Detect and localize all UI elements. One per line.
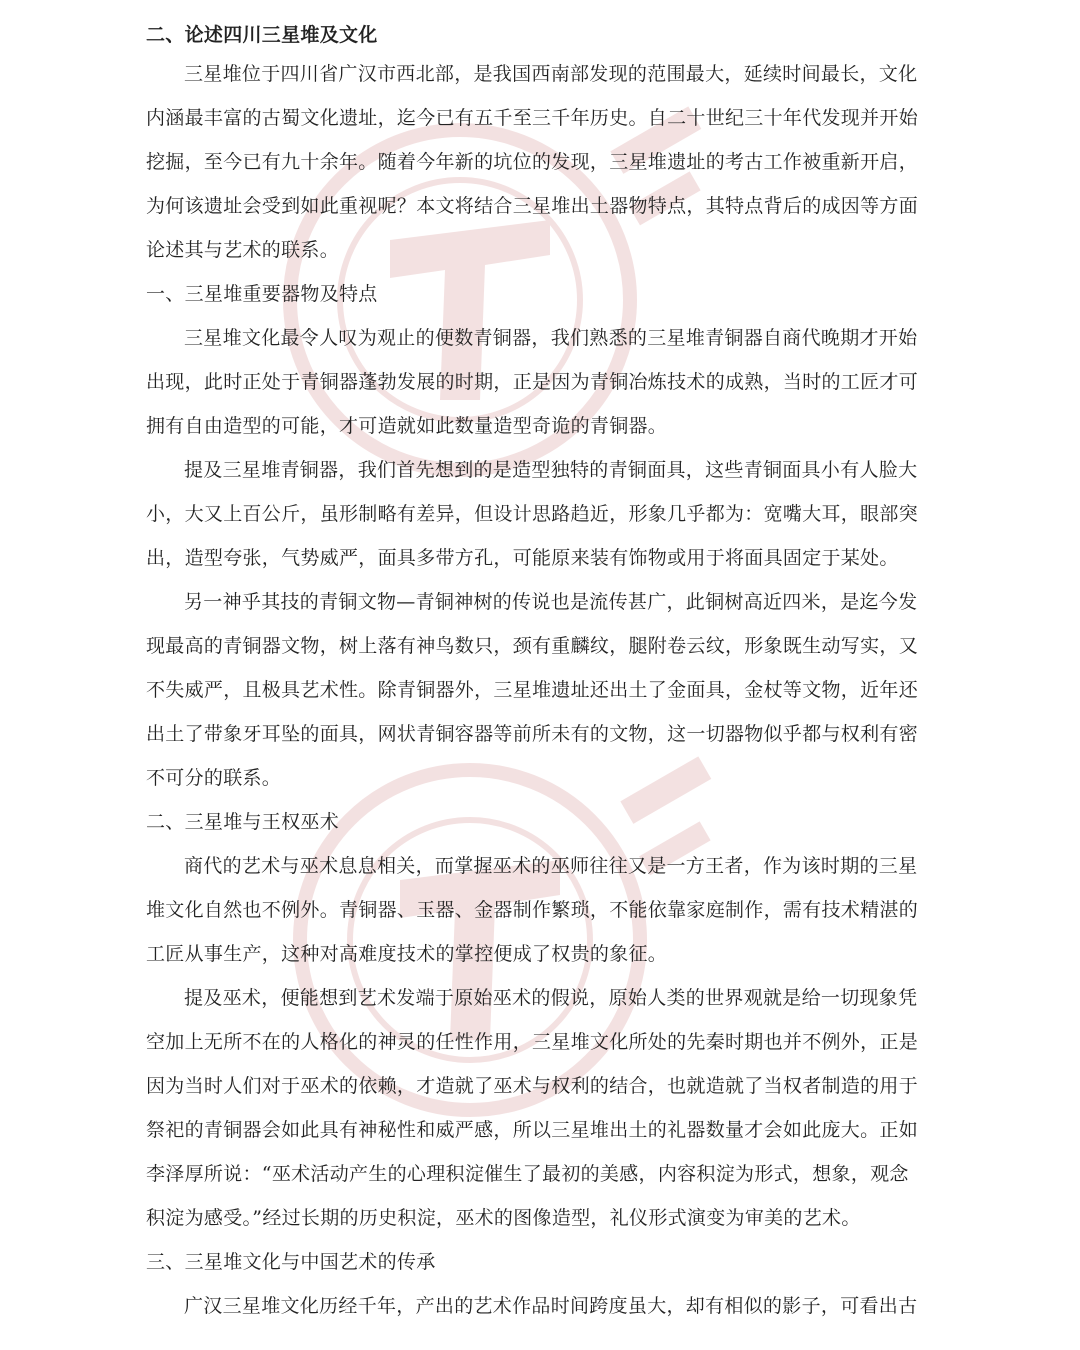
section-3-heading: 三、三星堆文化与中国艺术的传承 [146,1251,436,1273]
document-title: 二、论述四川三星堆及文化 [146,24,378,46]
section-1-paragraph-2: 提及三星堆青铜器，我们首先想到的是造型独特的青铜面具，这些青铜面具小有人脸大 小，大又上百公斤，虽形制略有差异，但设计思路趋近，形象几乎都为：宽嘴大耳，眼部突 出，造型夸张，气势威严，面具多带方孔，可能原来装有饰物或用于将面具固定于某处。 [146,459,919,569]
section-2-paragraph-2: 提及巫术，便能想到艺术发端于原始巫术的假说，原始人类的世界观就是给一切现象凭 空加上无所不在的人格化的神灵的任性作用，三星堆文化所处的先秦时期也并不例外，正是 因为当时人们对于巫术的依赖，才造就了巫术与权利的结合，也就造就了当权者制造的用于 祭祀的青铜器会如此具有神秘性和威严感，所以三星堆出土的礼器数量才会如此庞大。正如 李泽厚所说：“巫术活动产生的心理积淀催生了最初的美感，内容积淀为形式，想象，观念 积淀为感受。”经过长期的历史积淀，巫术的图像造型，礼仪形式演变为审美的艺术。 [146,987,919,1229]
document-body [146,18,936,1328]
section-2-heading: 二、三星堆与王权巫术 [146,811,340,833]
section-1-heading: 一、三星堆重要器物及特点 [146,283,378,305]
section-1-paragraph-1: 三星堆文化最令人叹为观止的便数青铜器，我们熟悉的三星堆青铜器自商代晚期才开始 出现，此时正处于青铜器蓬勃发展的时期，正是因为青铜冶炼技术的成熟，当时的工匠才可 拥有自由造型的可能，才可造就如此数量造型奇诡的青铜器。 [146,327,919,437]
section-2-paragraph-1: 商代的艺术与巫术息息相关，而掌握巫术的巫师往往又是一方王者，作为该时期的三星 堆文化自然也不例外。青铜器、玉器、金器制作繁琐，不能依靠家庭制作，需有技术精湛的 工匠从事生产，这种对高难度技术的掌控便成了权贵的象征。 [146,855,919,965]
section-3-paragraph-1: 广汉三星堆文化历经千年，产出的艺术作品时间跨度虽大，却有相似的影子，可看出古 [184,1295,918,1317]
section-1-paragraph-3: 另一神乎其技的青铜文物—青铜神树的传说也是流传甚广，此铜树高近四米，是迄今发 现最高的青铜器文物，树上落有神鸟数只，颈有重麟纹，腿附卷云纹，形象既生动写实，又 不失威严，且极具艺术性。除青铜器外，三星堆遗址还出土了金面具，金杖等文物，近年还 出土了带象牙耳坠的面具，网状青铜容器等前所未有的文物，这一切器物似乎都与权利有密 不可分的联系。 [146,591,919,789]
intro-paragraph: 三星堆位于四川省广汉市西北部，是我国西南部发现的范围最大，延续时间最长，文化 内涵最丰富的古蜀文化遗址，迄今已有五千至三千年历史。自二十世纪三十年代发现并开始 挖掘，至今已有九十余年。随着今年新的坑位的发现，三星堆遗址的考古工作被重新开启， 为何该遗址会受到如此重视呢？本文将结合三星堆出土器物特点，其特点背后的成因等方面 论述其与艺术的联系。 [146,63,919,261]
